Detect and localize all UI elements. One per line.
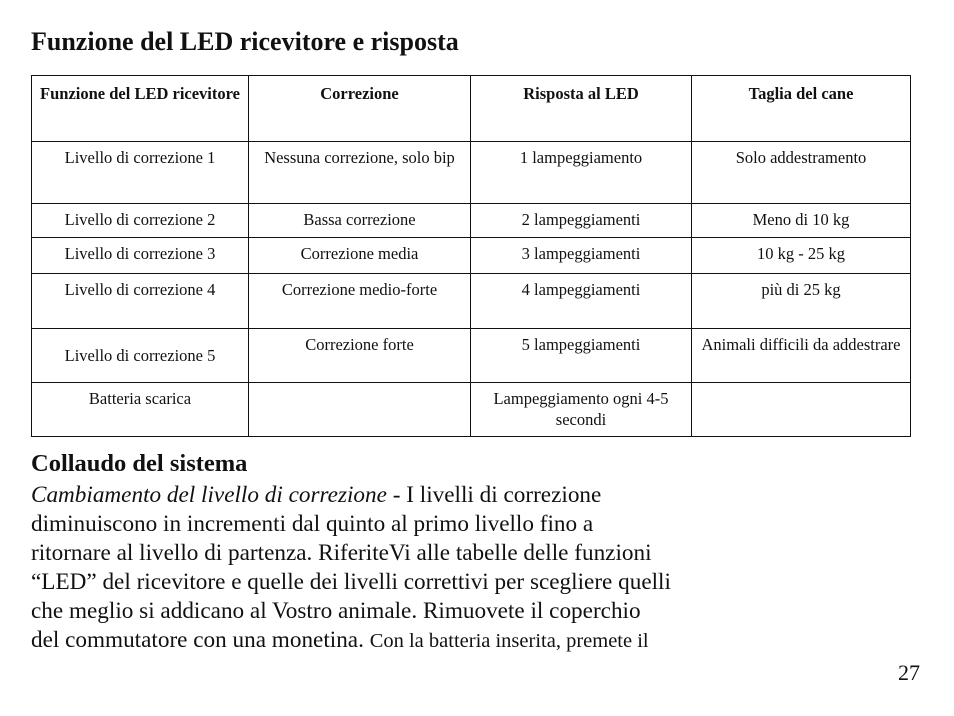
table-cell: Livello di correzione 2: [32, 204, 249, 238]
table-cell: Nessuna correzione, solo bip: [249, 142, 471, 204]
column-header-led-function: Funzione del LED ricevitore: [32, 76, 249, 142]
table-row: [32, 238, 911, 274]
column-header-dog-size: Taglia del cane: [692, 76, 911, 142]
column-header-correction: Correzione: [249, 76, 471, 142]
table-row: [32, 383, 911, 437]
paragraph-line: [31, 626, 931, 656]
table-cell: Bassa correzione: [249, 204, 471, 238]
table-cell: 1 lampeggiamento: [471, 142, 692, 204]
column-header-led-response: Risposta al LED: [471, 76, 692, 142]
table-cell: Lampeggiamento ogni 4-5 secondi: [471, 383, 692, 437]
section-heading: Collaudo del sistema: [31, 450, 248, 477]
table-cell: Animali difficili da addestrare: [692, 329, 911, 383]
paragraph-text: - I livelli di correzione: [386, 482, 602, 508]
table-row: [32, 204, 911, 238]
table-cell: 4 lampeggiamenti: [471, 274, 692, 329]
body-paragraph: [31, 481, 931, 656]
table-cell: 10 kg - 25 kg: [692, 238, 911, 274]
paragraph-line: che meglio si addicano al Vostro animale. Rimuovete il coperchio: [31, 598, 641, 624]
table-row: [32, 142, 911, 204]
paragraph-line: ritornare al livello di partenza. RiferiteVi alle tabelle delle funzioni: [31, 540, 652, 566]
table-cell: 3 lampeggiamenti: [471, 238, 692, 274]
table-row: [32, 274, 911, 329]
paragraph-text: del commutatore con una monetina.: [31, 627, 370, 653]
table-cell: [249, 383, 471, 437]
table-cell: Solo addestramento: [692, 142, 911, 204]
table-cell: Livello di correzione 5: [32, 329, 249, 383]
paragraph-line: “LED” del ricevitore e quelle dei livelli correttivi per scegliere quelli: [31, 569, 671, 595]
table-cell: [692, 383, 911, 437]
table-cell: Correzione forte: [249, 329, 471, 383]
page-title: Funzione del LED ricevitore e risposta: [31, 27, 459, 56]
table-cell: Livello di correzione 1: [32, 142, 249, 204]
table-cell: 5 lampeggiamenti: [471, 329, 692, 383]
table-cell: Correzione medio-forte: [249, 274, 471, 329]
paragraph-text-small: Con la batteria inserita, premete il: [369, 630, 649, 652]
table-cell: 2 lampeggiamenti: [471, 204, 692, 238]
paragraph-line: [31, 481, 931, 510]
table-cell: Meno di 10 kg: [692, 204, 911, 238]
paragraph-line: diminuiscono in incrementi dal quinto al primo livello fino a: [31, 511, 594, 537]
led-function-table: [31, 75, 911, 437]
table-cell: Correzione media: [249, 238, 471, 274]
table-cell: più di 25 kg: [692, 274, 911, 329]
table-header-row: [32, 76, 911, 142]
paragraph-lead-italic: Cambiamento del livello di correzione: [31, 482, 387, 508]
table-row: [32, 329, 911, 383]
table-cell: Livello di correzione 4: [32, 274, 249, 329]
page-number: 27: [898, 660, 920, 685]
table-cell: Livello di correzione 3: [32, 238, 249, 274]
table-cell: Batteria scarica: [32, 383, 249, 437]
